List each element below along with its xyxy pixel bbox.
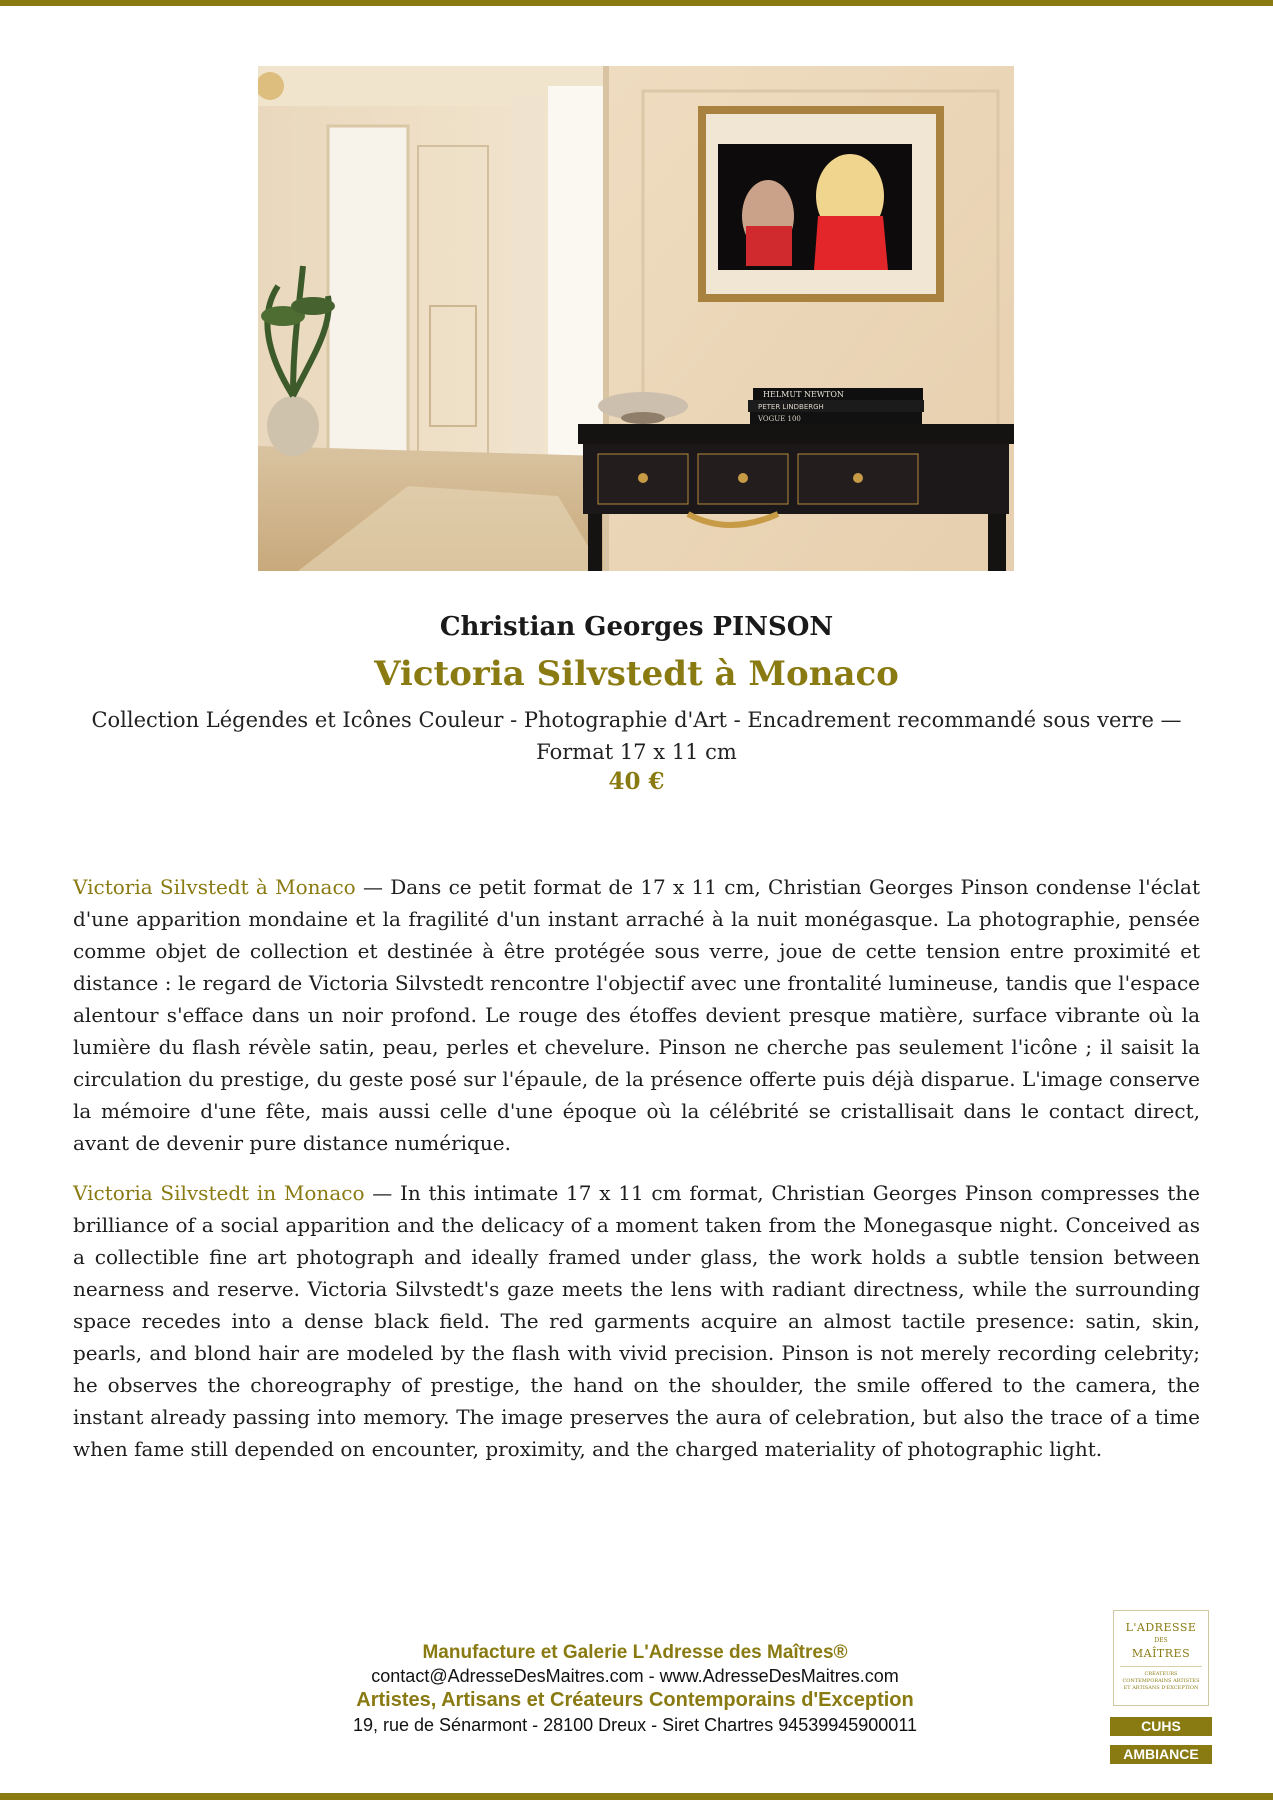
description-french (73, 871, 1200, 1159)
artwork-price: 40 € (608, 768, 665, 795)
logo-line: L'ADRESSE (1125, 1621, 1197, 1634)
book-spine-text: PETER LINDBERGH (758, 403, 824, 411)
footer-tagline: Artistes, Artisans et Créateurs Contemporains d'Exception (356, 1689, 914, 1711)
logo-line: MAÎTRES (1131, 1647, 1191, 1660)
category-tag: CUHS (1110, 1717, 1212, 1736)
description-french-lead: Victoria Silvstedt à Monaco (73, 875, 356, 899)
footer (285, 1641, 985, 1737)
top-accent-bar (0, 0, 1273, 6)
description-french-text: — Dans ce petit format de 17 x 11 cm, Christian Georges Pinson condense l'éclat d'une apparition mondaine et la fragilité d'un instant arraché à la nuit monégasque. La photographie, pensée comme objet de collection et destinée à être protégée sous verre, joue de cette tension entre proximité et distance : le regard de Victoria Silvstedt rencontre l'objectif avec une frontalité lumineuse, tandis que l'espace alentour s'efface dans un noir profond. Le rouge des étoffes devient presque matière, surface vibrante où la lumière du flash révèle satin, peau, perles et chevelure. Pinson ne cherche pas seulement l'icône ; il saisit la circulation du prestige, du geste posé sur l'épaule, de la présence offerte puis déjà disparue. L'image conserve la mémoire d'une fête, mais aussi celle d'une époque où la célébrité se cristallisait dans le contact direct, avant de devenir pure distance numérique. (73, 875, 1200, 1155)
book-spine-text: VOGUE 100 (758, 415, 801, 423)
category-tag: AMBIANCE (1110, 1745, 1212, 1764)
gallery-logo (1113, 1610, 1209, 1706)
artwork-title: Victoria Silvstedt à Monaco (374, 654, 899, 694)
footer-gallery-name: Manufacture et Galerie L'Adresse des Maîtres® (422, 1642, 848, 1663)
artist-name: Christian Georges PINSON (439, 612, 834, 642)
logo-line: CRÉATEURS CONTEMPORAINS ARTISTES ET ARTISANS D'EXCEPTION (1120, 1666, 1202, 1692)
footer-address: 19, rue de Sénarmont - 28100 Dreux - Siret Chartres 94539945900011 (352, 1715, 918, 1735)
description-english-lead: Victoria Silvstedt in Monaco (73, 1181, 365, 1205)
footer-contact: contact@AdresseDesMaitres.com - www.AdresseDesMaitres.com (371, 1666, 899, 1686)
logo-line: DES (1154, 1637, 1168, 1644)
description-english-text: — In this intimate 17 x 11 cm format, Christian Georges Pinson compresses the brilliance of a social apparition and the delicacy of a moment taken from the Monegasque night. Conceived as a collectible fine art photograph and ideally framed under glass, the work holds a subtle tension between nearness and reserve. Victoria Silvstedt's gaze meets the lens with radiant directness, while the surrounding space recedes into a dense black field. The red garments acquire an almost tactile presence: satin, skin, pearls, and blond hair are modeled by the flash with vivid precision. Pinson is not merely recording celebrity; he observes the choreography of prestige, the hand on the shoulder, the smile offered to the camera, the instant already passing into memory. The image preserves the aura of celebration, but also the trace of a time when fame still depended on encounter, proximity, and the charged materiality of photographic light. (73, 1181, 1200, 1461)
description-english (73, 1177, 1200, 1465)
interior-scene (258, 66, 1014, 571)
artwork-subtitle: Collection Légendes et Icônes Couleur - Photographie d'Art - Encadrement recommandé sous verre — Format 17 x 11 cm (91, 708, 1182, 764)
artwork-ambiance-image (258, 66, 1014, 571)
bottom-accent-bar (0, 1793, 1273, 1800)
book-spine-text: HELMUT NEWTON (763, 390, 844, 399)
